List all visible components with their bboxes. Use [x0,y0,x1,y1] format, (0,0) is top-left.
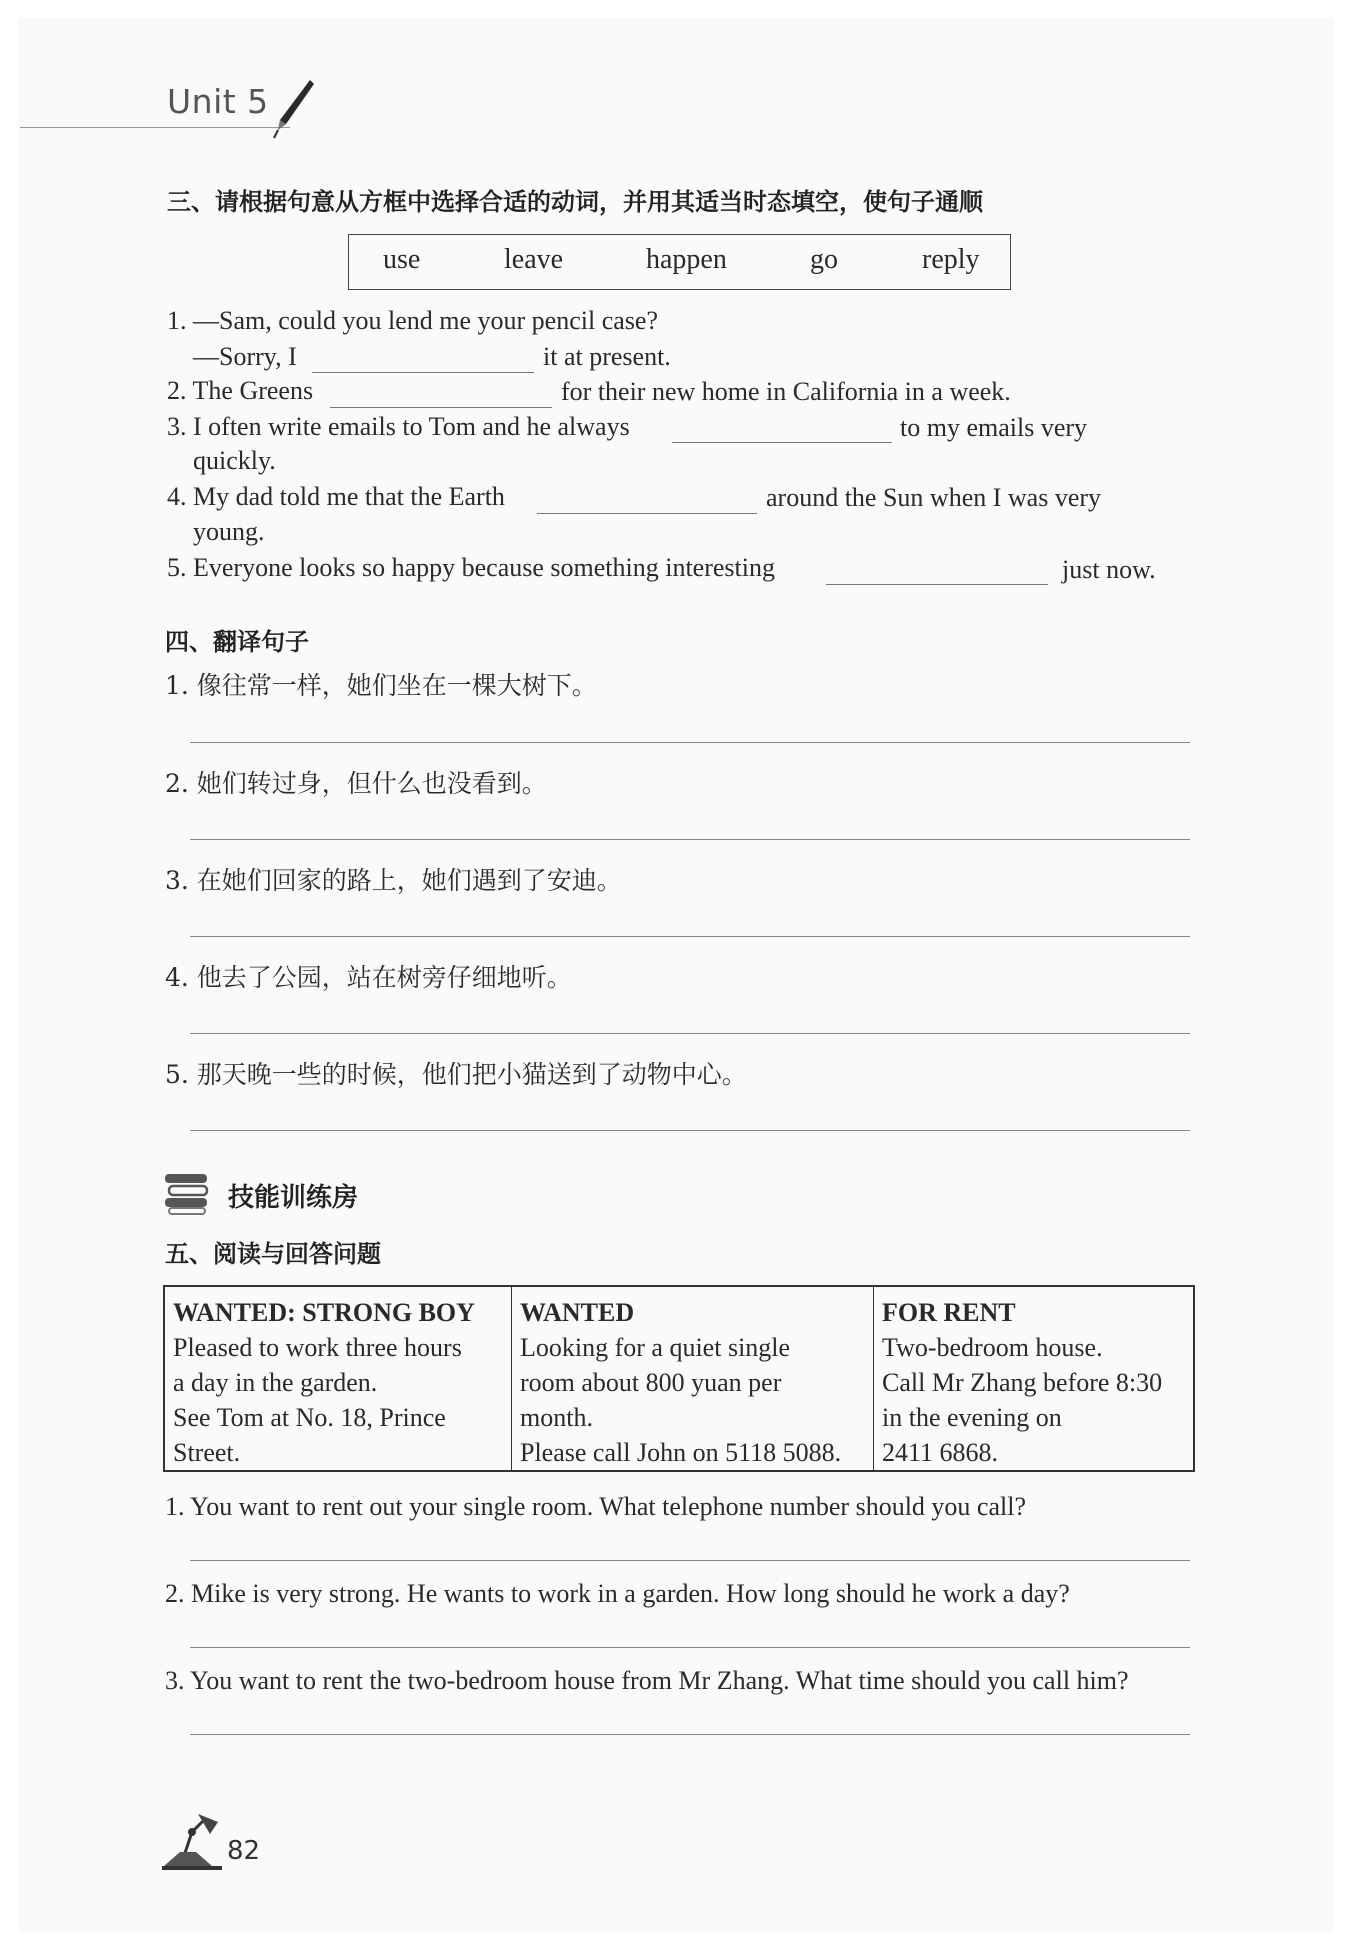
word-option: leave [504,244,564,275]
translation-item: 5. 那天晚一些的时候，他们把小猫送到了动物中心。 [165,1060,747,1089]
question-text: 3. I often write emails to Tom and he always [167,412,630,441]
word-option: go [810,244,838,275]
reading-question: 3. You want to rent the two-bedroom house from Mr Zhang. What time should you call him? [165,1666,1129,1695]
ad-line: Call Mr Zhang before 8:30 [882,1368,1163,1397]
fill-blank[interactable] [826,584,1048,585]
question-text: quickly. [193,446,276,475]
ad-line: Please call John on 5118 5088. [520,1438,842,1467]
question-text: around the Sun when I was very [766,483,1102,512]
ad-cell [874,1286,1195,1471]
word-option: happen [646,244,727,275]
question-text: 2. The Greens [167,376,314,405]
answer-line[interactable] [190,1734,1190,1735]
ad-line: Looking for a quiet single [520,1333,791,1362]
question-text: just now. [1062,555,1156,584]
pen-icon [270,78,316,140]
translation-item: 2. 她们转过身，但什么也没看到。 [165,769,547,798]
answer-line[interactable] [190,1130,1190,1131]
header-rule [20,127,290,128]
skills-title: 技能训练房 [228,1183,359,1213]
page-number: 82 [227,1836,261,1866]
ad-title: WANTED [520,1298,635,1327]
unit-title: Unit 5 [167,82,269,121]
ad-line: 2411 6868. [882,1438,999,1467]
ad-line: in the evening on [882,1403,1062,1432]
answer-line[interactable] [190,936,1190,937]
question-text: for their new home in California in a week. [561,377,1011,406]
question-text: 1. —Sam, could you lend me your pencil case? [167,306,658,335]
section-5-heading: 五、阅读与回答问题 [165,1240,381,1268]
ad-line: a day in the garden. [173,1368,378,1397]
word-option: reply [922,244,980,275]
question-text: to my emails very [900,413,1088,442]
ad-line: See Tom at No. 18, Prince [173,1403,446,1432]
ad-line: month. [520,1403,593,1432]
ads-table [163,1285,1195,1472]
word-option: use [383,244,421,275]
answer-line[interactable] [190,839,1190,840]
fill-blank[interactable] [537,513,757,514]
question-text: 4. My dad told me that the Earth [167,482,505,511]
ad-line: Pleased to work three hours [173,1333,462,1362]
question-text: —Sorry, I [193,342,297,371]
section-3-heading: 三、请根据句意从方框中选择合适的动词，并用其适当时态填空，使句子通顺 [167,188,983,216]
ad-title: WANTED: STRONG BOY [173,1298,475,1327]
answer-line[interactable] [190,742,1190,743]
ad-line: room about 800 yuan per [520,1368,782,1397]
ad-line: Two-bedroom house. [882,1333,1103,1362]
reading-question: 1. You want to rent out your single room. What telephone number should you call? [165,1492,1026,1521]
fill-blank[interactable] [312,372,534,373]
fill-blank[interactable] [330,407,552,408]
ad-title: FOR RENT [882,1298,1016,1327]
question-text: young. [193,517,265,546]
ad-line: Street. [173,1438,241,1467]
translation-item: 1. 像往常一样，她们坐在一棵大树下。 [165,671,597,700]
answer-line[interactable] [190,1560,1190,1561]
answer-line[interactable] [190,1647,1190,1648]
section-4-heading: 四、翻译句子 [165,628,309,656]
translation-item: 3. 在她们回家的路上，她们遇到了安迪。 [165,866,622,895]
question-text: 5. Everyone looks so happy because something interesting [167,553,775,582]
answer-line[interactable] [190,1033,1190,1034]
question-text: it at present. [543,342,671,371]
ad-cell [512,1286,874,1471]
desk-lamp-icon [162,1812,224,1872]
book-stack-icon [163,1172,211,1216]
translation-item: 4. 他去了公园，站在树旁仔细地听。 [165,963,572,992]
reading-question: 2. Mike is very strong. He wants to work in a garden. How long should he work a day? [165,1579,1070,1608]
fill-blank[interactable] [672,442,892,443]
ad-cell [164,1286,512,1471]
